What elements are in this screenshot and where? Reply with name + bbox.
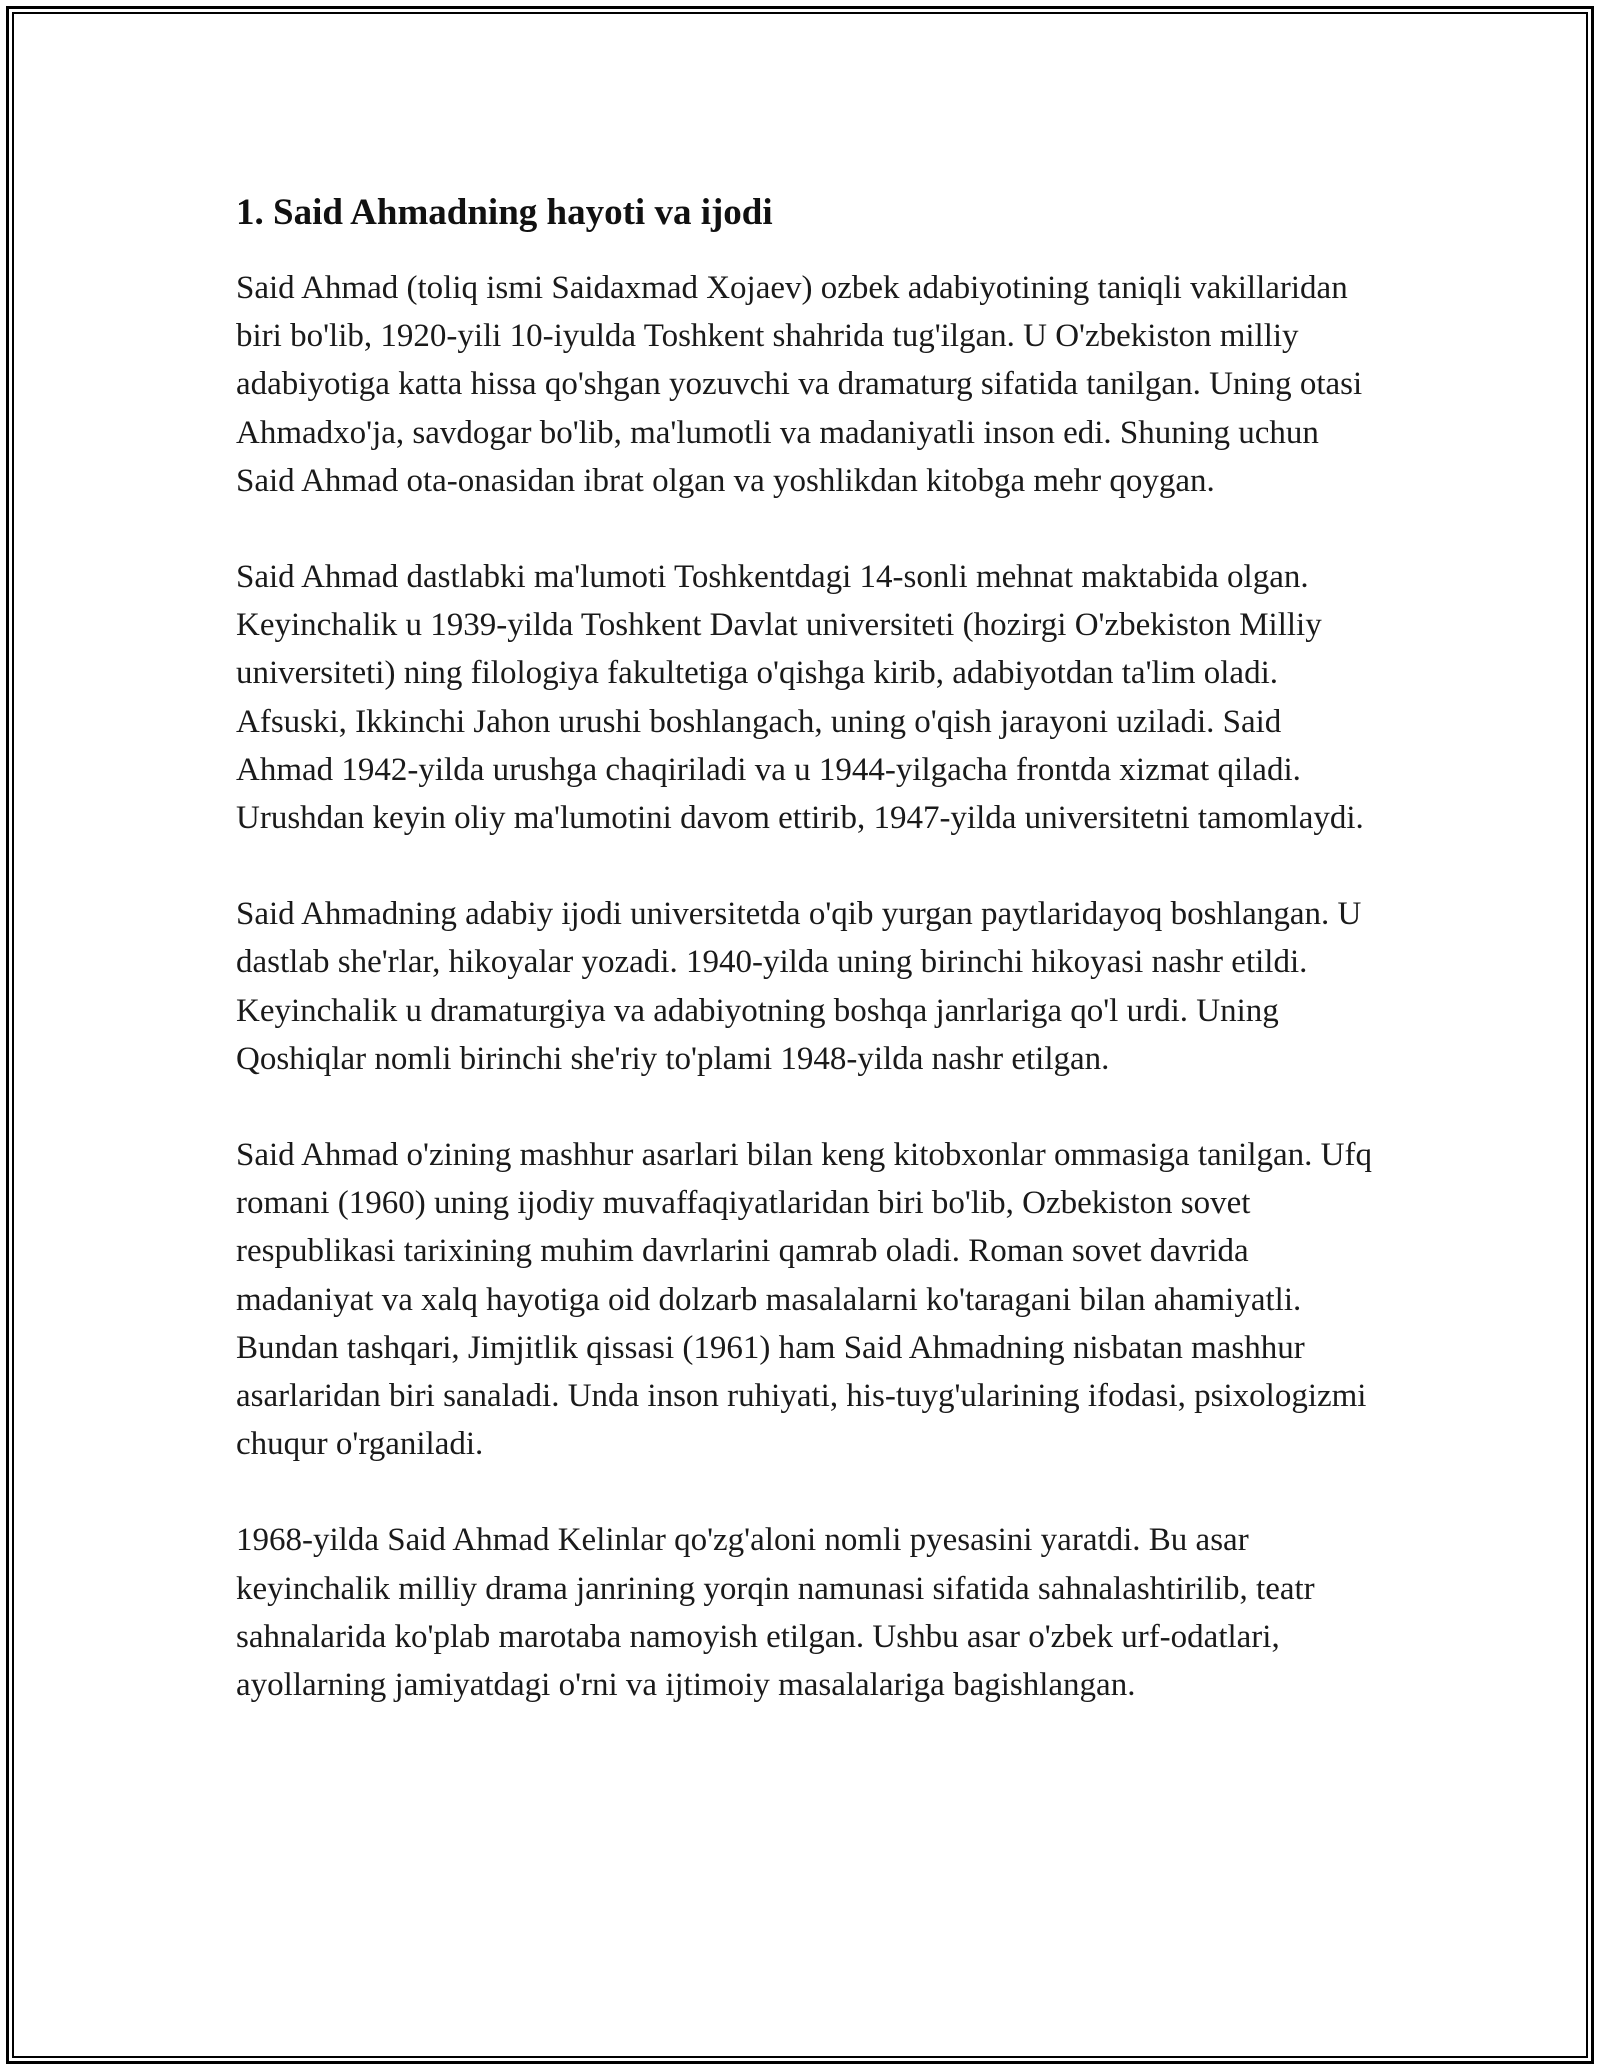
paragraph-famous-works: Said Ahmad o'zining mashhur asarlari bilan keng kitobxonlar ommasiga tanilgan. Ufq romani (1960) uning ijodiy muvaffaqiyatlaridan biri bo'lib, Ozbekiston sovet respublikasi tarixining muhim davrlarini qamrab oladi. Roman sovet davrida madaniyat va xalq hayotiga oid dolzarb masalalarni ko'taragani bilan ahamiyatli. Bundan tashqari, Jimjitlik qissasi (1961) ham Said Ahmadning nisbatan mashhur asarlaridan biri sanaladi. Unda inson ruhiyati, his-tuyg'ularining ifodasi, psixologizmi chuqur o'rganiladi.	[236, 1137, 1372, 1463]
paragraph-early-works: Said Ahmadning adabiy ijodi universitetda o'qib yurgan paytlaridayoq boshlangan. U dastlab she'rlar, hikoyalar yozadi. 1940-yilda uning birinchi hikoyasi nashr etildi. Keyinchalik u dramaturgiya va adabiyotning boshqa janrlariga qo'l urdi. Uning Qoshiqlar nomli birinchi she'riy to'plami 1948-yilda nashr etilgan.	[236, 896, 1362, 1077]
paragraph-drama: 1968-yilda Said Ahmad Kelinlar qo'zg'aloni nomli pyesasini yaratdi. Bu asar keyinchalik milliy drama janrining yorqin namunasi sifatida sahnalashtirilib, teatr sahnalarida ko'plab marotaba namoyish etilgan. Ushbu asar o'zbek urf-odatlari, ayollarning jamiyatdagi o'rni va ijtimoiy masalalariga bagishlangan.	[236, 1522, 1315, 1704]
paragraph-education: Said Ahmad dastlabki ma'lumoti Toshkentdagi 14-sonli mehnat maktabida olgan. Keyinchalik u 1939-yilda Toshkent Davlat universiteti (hozirgi O'zbekiston Milliy universiteti) ning filologiya fakultetiga o'qishga kirib, adabiyotdan ta'lim oladi. Afsuski, Ikkinchi Jahon urushi boshlangach, uning o'qish jarayoni uziladi. Said Ahmad 1942-yilda urushga chaqiriladi va u 1944-yilgacha frontda xizmat qiladi. Urushdan keyin oliy ma'lumotini davom ettirib, 1947-yilda universitetni tamomlaydi.	[236, 559, 1364, 837]
document-body	[236, 188, 1376, 1757]
paragraph-biography: Said Ahmad (toliq ismi Saidaxmad Xojaev) ozbek adabiyotining taniqli vakillaridan biri bo'lib, 1920-yili 10-iyulda Toshkent shahrida tug'ilgan. U O'zbekiston milliy adabiyotiga katta hissa qo'shgan yozuvchi va dramaturg sifatida tanilgan. Uning otasi Ahmadxo'ja, savdogar bo'lib, ma'lumotli va madaniyatli inson edi. Shuning uchun Said Ahmad ota-onasidan ibrat olgan va yoshlikdan kitobga mehr qoygan.	[236, 270, 1363, 499]
section-title: 1. Said Ahmadning hayoti va ijodi	[236, 192, 773, 233]
